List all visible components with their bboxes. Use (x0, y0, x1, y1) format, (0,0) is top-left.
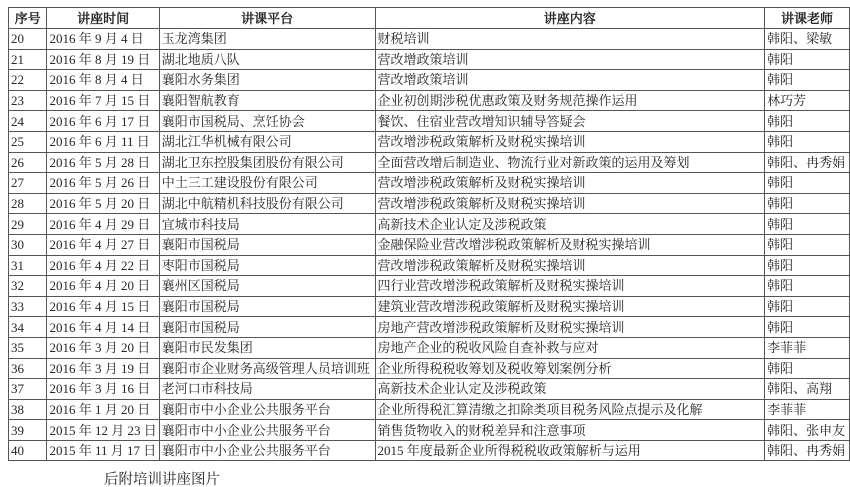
cell-no: 38 (9, 399, 47, 420)
cell-teacher: 李菲菲 (765, 337, 850, 358)
cell-date: 2016 年 8 月 4 日 (47, 70, 159, 91)
cell-teacher: 韩阳 (765, 173, 850, 194)
cell-teacher: 韩阳、梁敏 (765, 29, 850, 50)
table-row (9, 337, 850, 358)
table-row (9, 90, 850, 111)
table-row (9, 49, 850, 70)
cell-teacher: 韩阳、高翔 (765, 379, 850, 400)
cell-no: 37 (9, 379, 47, 400)
cell-platform: 襄阳市国税局、烹饪协会 (159, 111, 375, 132)
cell-platform: 襄阳市中小企业公共服务平台 (159, 399, 375, 420)
cell-date: 2016 年 6 月 17 日 (47, 111, 159, 132)
cell-date: 2016 年 7 月 15 日 (47, 90, 159, 111)
cell-teacher: 韩阳 (765, 276, 850, 297)
lecture-schedule-table (8, 7, 850, 461)
table-row (9, 255, 850, 276)
cell-teacher: 李菲菲 (765, 399, 850, 420)
cell-date: 2016 年 4 月 15 日 (47, 296, 159, 317)
table-row (9, 29, 850, 50)
table-row (9, 420, 850, 441)
table-row (9, 379, 850, 400)
cell-date: 2016 年 4 月 29 日 (47, 214, 159, 235)
cell-date: 2016 年 4 月 27 日 (47, 234, 159, 255)
cell-no: 21 (9, 49, 47, 70)
cell-teacher: 韩阳 (765, 296, 850, 317)
cell-content: 2015 年度最新企业所得税税收政策解析与运用 (375, 440, 765, 461)
cell-date: 2016 年 5 月 20 日 (47, 193, 159, 214)
cell-teacher: 韩阳 (765, 70, 850, 91)
cell-content: 房地产企业的税收风险自查补救与应对 (375, 337, 765, 358)
table-row (9, 358, 850, 379)
table-row (9, 193, 850, 214)
cell-content: 房地产营改增涉税政策解析及财税实操培训 (375, 317, 765, 338)
cell-content: 高新技术企业认定及涉税政策 (375, 214, 765, 235)
table-row (9, 440, 850, 461)
column-header-date: 讲座时间 (47, 8, 159, 29)
cell-content: 营改增政策培训 (375, 49, 765, 70)
cell-teacher: 韩阳 (765, 193, 850, 214)
column-header-teacher: 讲课老师 (765, 8, 850, 29)
table-row (9, 276, 850, 297)
table-row (9, 131, 850, 152)
table-row (9, 70, 850, 91)
cell-no: 26 (9, 152, 47, 173)
cell-date: 2016 年 4 月 20 日 (47, 276, 159, 297)
cell-content: 四行业营改增涉税政策解析及财税实操培训 (375, 276, 765, 297)
cell-no: 23 (9, 90, 47, 111)
cell-content: 金融保险业营改增涉税政策解析及财税实操培训 (375, 234, 765, 255)
cell-content: 营改增涉税政策解析及财税实操培训 (375, 131, 765, 152)
cell-no: 31 (9, 255, 47, 276)
cell-teacher: 韩阳 (765, 131, 850, 152)
cell-platform: 湖北卫东控股集团股份有限公司 (159, 152, 375, 173)
table-body (9, 29, 850, 461)
table-row (9, 173, 850, 194)
cell-teacher: 林巧芳 (765, 90, 850, 111)
cell-platform: 襄阳水务集团 (159, 70, 375, 91)
cell-date: 2016 年 4 月 14 日 (47, 317, 159, 338)
cell-content: 营改增涉税政策解析及财税实操培训 (375, 255, 765, 276)
cell-teacher: 韩阳 (765, 358, 850, 379)
cell-no: 20 (9, 29, 47, 50)
table-row (9, 152, 850, 173)
cell-platform: 襄阳市国税局 (159, 234, 375, 255)
cell-no: 36 (9, 358, 47, 379)
column-header-content: 讲座内容 (375, 8, 765, 29)
column-header-platform: 讲课平台 (159, 8, 375, 29)
cell-no: 25 (9, 131, 47, 152)
cell-date: 2015 年 11 月 17 日 (47, 440, 159, 461)
cell-platform: 宜城市科技局 (159, 214, 375, 235)
cell-teacher: 韩阳、冉秀娟 (765, 152, 850, 173)
cell-teacher: 韩阳、张申友 (765, 420, 850, 441)
cell-date: 2015 年 12 月 23 日 (47, 420, 159, 441)
cell-platform: 湖北江华机械有限公司 (159, 131, 375, 152)
cell-no: 32 (9, 276, 47, 297)
cell-date: 2016 年 6 月 11 日 (47, 131, 159, 152)
cell-content: 企业所得税汇算清缴之扣除类项目税务风险点提示及化解 (375, 399, 765, 420)
cell-teacher: 韩阳 (765, 255, 850, 276)
cell-content: 营改增涉税政策解析及财税实操培训 (375, 193, 765, 214)
cell-teacher: 韩阳 (765, 234, 850, 255)
cell-content: 财税培训 (375, 29, 765, 50)
cell-teacher: 韩阳 (765, 317, 850, 338)
cell-platform: 襄阳市中小企业公共服务平台 (159, 440, 375, 461)
cell-date: 2016 年 3 月 16 日 (47, 379, 159, 400)
cell-platform: 襄阳智航教育 (159, 90, 375, 111)
cell-no: 40 (9, 440, 47, 461)
cell-date: 2016 年 4 月 22 日 (47, 255, 159, 276)
cell-no: 22 (9, 70, 47, 91)
cell-content: 餐饮、住宿业营改增知识辅导答疑会 (375, 111, 765, 132)
cell-content: 企业初创期涉税优惠政策及财务规范操作运用 (375, 90, 765, 111)
table-row (9, 399, 850, 420)
cell-content: 营改增政策培训 (375, 70, 765, 91)
table-row (9, 296, 850, 317)
cell-platform: 襄阳市企业财务高级管理人员培训班 (159, 358, 375, 379)
cell-no: 27 (9, 173, 47, 194)
cell-platform: 湖北中航精机科技股份有限公司 (159, 193, 375, 214)
cell-no: 30 (9, 234, 47, 255)
table-row (9, 111, 850, 132)
cell-date: 2016 年 1 月 20 日 (47, 399, 159, 420)
table-row (9, 214, 850, 235)
cell-content: 高新技术企业认定及涉税政策 (375, 379, 765, 400)
cell-platform: 玉龙湾集团 (159, 29, 375, 50)
table-row (9, 317, 850, 338)
cell-no: 24 (9, 111, 47, 132)
cell-platform: 枣阳市国税局 (159, 255, 375, 276)
cell-teacher: 韩阳 (765, 214, 850, 235)
cell-platform: 湖北地质八队 (159, 49, 375, 70)
cell-date: 2016 年 9 月 4 日 (47, 29, 159, 50)
cell-content: 建筑业营改增涉税政策解析及财税实操培训 (375, 296, 765, 317)
cell-no: 33 (9, 296, 47, 317)
table-header-row (9, 8, 850, 29)
table-row (9, 234, 850, 255)
cell-content: 全面营改增后制造业、物流行业对新政策的运用及筹划 (375, 152, 765, 173)
cell-platform: 中土三工建设股份有限公司 (159, 173, 375, 194)
footer-note: 后附培训讲座图片 (104, 472, 220, 487)
cell-no: 28 (9, 193, 47, 214)
cell-content: 营改增涉税政策解析及财税实操培训 (375, 173, 765, 194)
cell-date: 2016 年 8 月 19 日 (47, 49, 159, 70)
cell-platform: 老河口市科技局 (159, 379, 375, 400)
cell-date: 2016 年 5 月 28 日 (47, 152, 159, 173)
cell-platform: 襄阳市国税局 (159, 296, 375, 317)
cell-date: 2016 年 3 月 19 日 (47, 358, 159, 379)
cell-no: 29 (9, 214, 47, 235)
cell-platform: 襄阳市民发集团 (159, 337, 375, 358)
cell-teacher: 韩阳 (765, 111, 850, 132)
cell-teacher: 韩阳、冉秀娟 (765, 440, 850, 461)
cell-no: 35 (9, 337, 47, 358)
cell-content: 企业所得税税收筹划及税收筹划案例分析 (375, 358, 765, 379)
cell-date: 2016 年 3 月 20 日 (47, 337, 159, 358)
cell-platform: 襄阳市中小企业公共服务平台 (159, 420, 375, 441)
cell-platform: 襄阳市国税局 (159, 317, 375, 338)
cell-teacher: 韩阳 (765, 49, 850, 70)
cell-content: 销售货物收入的财税差异和注意事项 (375, 420, 765, 441)
cell-no: 34 (9, 317, 47, 338)
cell-platform: 襄州区国税局 (159, 276, 375, 297)
cell-date: 2016 年 5 月 26 日 (47, 173, 159, 194)
column-header-no: 序号 (9, 8, 47, 29)
cell-no: 39 (9, 420, 47, 441)
